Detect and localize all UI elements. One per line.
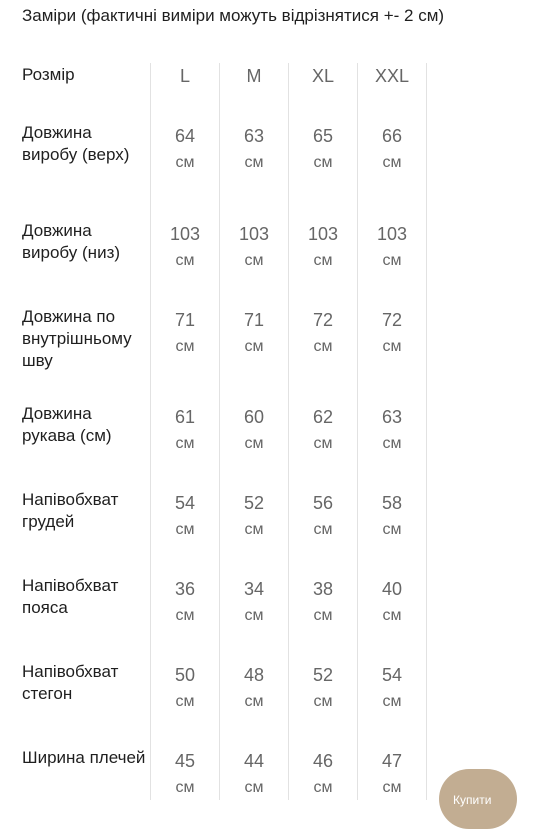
cell-value: 65 <box>312 126 334 146</box>
table-cell <box>220 489 288 543</box>
table-cell <box>289 489 357 543</box>
table-cell <box>289 747 357 801</box>
row-label: Напівобхват пояса <box>22 576 119 617</box>
row-label: Довжина по внутрішньому шву <box>22 307 132 370</box>
table-cell <box>220 220 288 274</box>
cell-unit: см <box>244 154 264 171</box>
cell-value: 103 <box>376 224 408 244</box>
cell-unit: см <box>382 693 402 710</box>
cell-value: 66 <box>381 126 403 146</box>
table-cell <box>151 489 219 543</box>
page-title: Заміри (фактичні виміри можуть відрізнятися +- 2 см) <box>22 6 445 25</box>
size-header-l: L <box>179 66 190 86</box>
cell-unit: см <box>175 252 195 269</box>
cell-unit: см <box>313 252 333 269</box>
cell-value: 47 <box>381 751 403 771</box>
cell-value: 63 <box>243 126 265 146</box>
buy-button[interactable] <box>439 769 517 829</box>
table-cell <box>289 575 357 629</box>
cell-unit: см <box>382 779 402 796</box>
cell-unit: см <box>175 435 195 452</box>
cell-unit: см <box>382 154 402 171</box>
cell-unit: см <box>244 779 264 796</box>
cell-value: 46 <box>312 751 334 771</box>
table-cell <box>358 489 426 543</box>
cell-value: 50 <box>174 665 196 685</box>
size-header-label: Розмір <box>22 65 75 84</box>
cell-value: 56 <box>312 493 334 513</box>
cell-value: 54 <box>381 665 403 685</box>
table-cell <box>289 306 357 360</box>
table-cell <box>358 122 426 176</box>
cell-unit: см <box>382 607 402 624</box>
table-cell <box>289 122 357 176</box>
cell-value: 62 <box>312 407 334 427</box>
cell-value: 48 <box>243 665 265 685</box>
cell-value: 40 <box>381 579 403 599</box>
table-cell <box>220 661 288 715</box>
cell-value: 52 <box>312 665 334 685</box>
table-cell <box>358 306 426 360</box>
table-cell <box>358 220 426 274</box>
cell-unit: см <box>382 338 402 355</box>
row-label: Довжина рукава (см) <box>22 404 112 445</box>
table-cell <box>220 122 288 176</box>
cell-value: 45 <box>174 751 196 771</box>
row-label: Напівобхват грудей <box>22 490 119 531</box>
cell-unit: см <box>175 521 195 538</box>
cell-value: 71 <box>174 310 196 330</box>
size-header-xxl: XXL <box>374 66 410 86</box>
cell-value: 58 <box>381 493 403 513</box>
buy-button-label: Купити <box>453 793 492 807</box>
cell-value: 38 <box>312 579 334 599</box>
cell-value: 34 <box>243 579 265 599</box>
column-divider <box>426 63 427 800</box>
cell-value: 64 <box>174 126 196 146</box>
table-cell <box>358 747 426 801</box>
table-cell <box>358 403 426 457</box>
table-cell <box>358 661 426 715</box>
table-cell <box>151 220 219 274</box>
cell-value: 36 <box>174 579 196 599</box>
cell-value: 103 <box>238 224 270 244</box>
cell-unit: см <box>382 521 402 538</box>
table-cell <box>358 575 426 629</box>
table-cell <box>151 747 219 801</box>
cell-unit: см <box>175 338 195 355</box>
cell-value: 103 <box>169 224 201 244</box>
table-cell <box>151 306 219 360</box>
cell-unit: см <box>244 521 264 538</box>
table-cell <box>151 122 219 176</box>
cell-unit: см <box>313 338 333 355</box>
cell-unit: см <box>244 252 264 269</box>
row-label: Довжина виробу (верх) <box>22 123 130 164</box>
cell-unit: см <box>244 338 264 355</box>
table-cell <box>289 403 357 457</box>
cell-value: 54 <box>174 493 196 513</box>
cell-unit: см <box>175 607 195 624</box>
cell-unit: см <box>175 154 195 171</box>
size-header-xl: XL <box>311 66 335 86</box>
cell-unit: см <box>175 693 195 710</box>
cell-unit: см <box>382 435 402 452</box>
table-cell <box>151 661 219 715</box>
cell-unit: см <box>313 779 333 796</box>
cell-value: 44 <box>243 751 265 771</box>
row-label: Довжина виробу (низ) <box>22 221 121 262</box>
cell-value: 72 <box>312 310 334 330</box>
table-cell <box>289 661 357 715</box>
cell-unit: см <box>175 779 195 796</box>
cell-unit: см <box>313 693 333 710</box>
cell-value: 103 <box>307 224 339 244</box>
table-cell <box>220 403 288 457</box>
cell-value: 60 <box>243 407 265 427</box>
cell-unit: см <box>313 521 333 538</box>
cell-unit: см <box>313 607 333 624</box>
cell-unit: см <box>313 154 333 171</box>
cell-value: 63 <box>381 407 403 427</box>
cell-value: 71 <box>243 310 265 330</box>
table-cell <box>220 575 288 629</box>
cell-value: 61 <box>174 407 196 427</box>
cell-unit: см <box>244 693 264 710</box>
row-label: Ширина плечей <box>22 748 146 767</box>
table-cell <box>220 306 288 360</box>
table-cell <box>151 575 219 629</box>
cell-value: 72 <box>381 310 403 330</box>
cell-value: 52 <box>243 493 265 513</box>
table-cell <box>220 747 288 801</box>
row-label: Напівобхват стегон <box>22 662 119 703</box>
cell-unit: см <box>313 435 333 452</box>
size-header-m: M <box>246 66 262 86</box>
cell-unit: см <box>244 435 264 452</box>
cell-unit: см <box>382 252 402 269</box>
table-cell <box>289 220 357 274</box>
table-cell <box>151 403 219 457</box>
cell-unit: см <box>244 607 264 624</box>
